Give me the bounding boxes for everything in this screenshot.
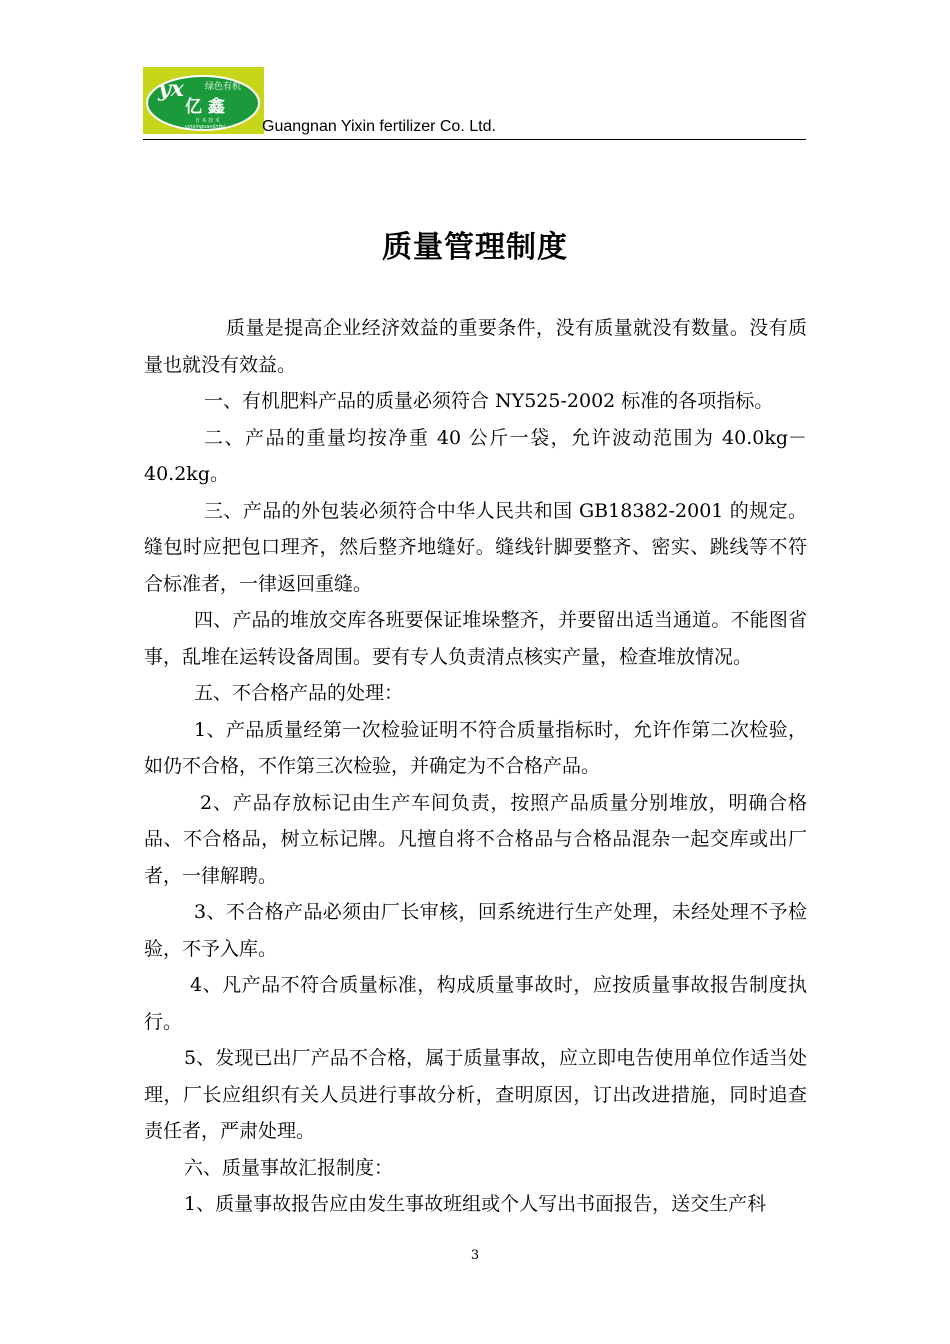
logo-cn-name: 亿 鑫 (185, 97, 225, 117)
paragraph-intro: 质量是提高企业经济效益的重要条件，没有质量就没有数量。没有质量也就没有效益。 (144, 317, 807, 376)
logo-letters: yx (158, 76, 184, 102)
logo-emblem (143, 67, 264, 134)
logo-bottom-text: 日 本 技 术 (195, 118, 220, 124)
page-number: 3 (470, 1248, 480, 1263)
logo-top-text: 绿色有机 (205, 82, 242, 92)
company-name: Guangnan Yixin fertilizer Co. Ltd. (262, 118, 496, 135)
paragraph-item-1: 一、有机肥料产品的质量必须符合 NY525-2002 标准的各项指标。 (204, 390, 774, 412)
document-title: 质量管理制度 (382, 230, 568, 265)
company-logo (143, 67, 264, 134)
paragraph-item-5-3: 3、不合格产品必须由厂长审核，回系统进行生产处理，未经处理不予检验，不予入库。 (144, 901, 807, 960)
paragraph-item-5-2: 2、产品存放标记由生产车间负责，按照产品质量分别堆放，明确合格品、不合格品，树立标记牌。凡擅自将不合格品与合格品混杂一起交库或出厂者，一律解聘。 (144, 791, 807, 887)
paragraph-item-5-1: 1、产品质量经第一次检验证明不符合质量指标时，允许作第二次检验，如仍不合格，不作第三次检验，并确定为不合格产品。 (144, 718, 807, 777)
paragraph-item-6: 六、质量事故汇报制度： (184, 1156, 394, 1179)
paragraph-item-2: 二、产品的重量均按净重 40 公斤一袋，允许波动范围为 40.0kg－40.2kg。 (144, 426, 807, 485)
header-divider (143, 139, 806, 140)
document-body (144, 310, 807, 1223)
paragraph-item-3: 三、产品的外包装必须符合中华人民共和国 GB18382-2001 的规定。缝包时应把包口理齐，然后整齐地缝好。缝线针脚要整齐、密实、跳线等不符合标准者，一律返回重缝。 (144, 499, 807, 595)
paragraph-item-4: 四、产品的堆放交库各班要保证堆垛整齐，并要留出适当通道。不能图省事，乱堆在运转设备周围。要有专人负责清点核实产量，检查堆放情况。 (144, 609, 807, 668)
paragraph-item-5-4: 4、凡产品不符合质量标准，构成质量事故时，应按质量事故报告制度执行。 (144, 974, 807, 1033)
logo-pinyin: yinxinguanjinfei (185, 124, 225, 130)
paragraph-item-5-5: 5、发现已出厂产品不合格，属于质量事故，应立即电告使用单位作适当处理，厂长应组织有关人员进行事故分析，查明原因，订出改进措施，同时追查责任者，严肃处理。 (144, 1047, 807, 1142)
paragraph-item-6-1: 1、质量事故报告应由发生事故班组或个人写出书面报告，送交生产科 (184, 1193, 767, 1215)
paragraph-item-5: 五、不合格产品的处理： (194, 682, 404, 704)
